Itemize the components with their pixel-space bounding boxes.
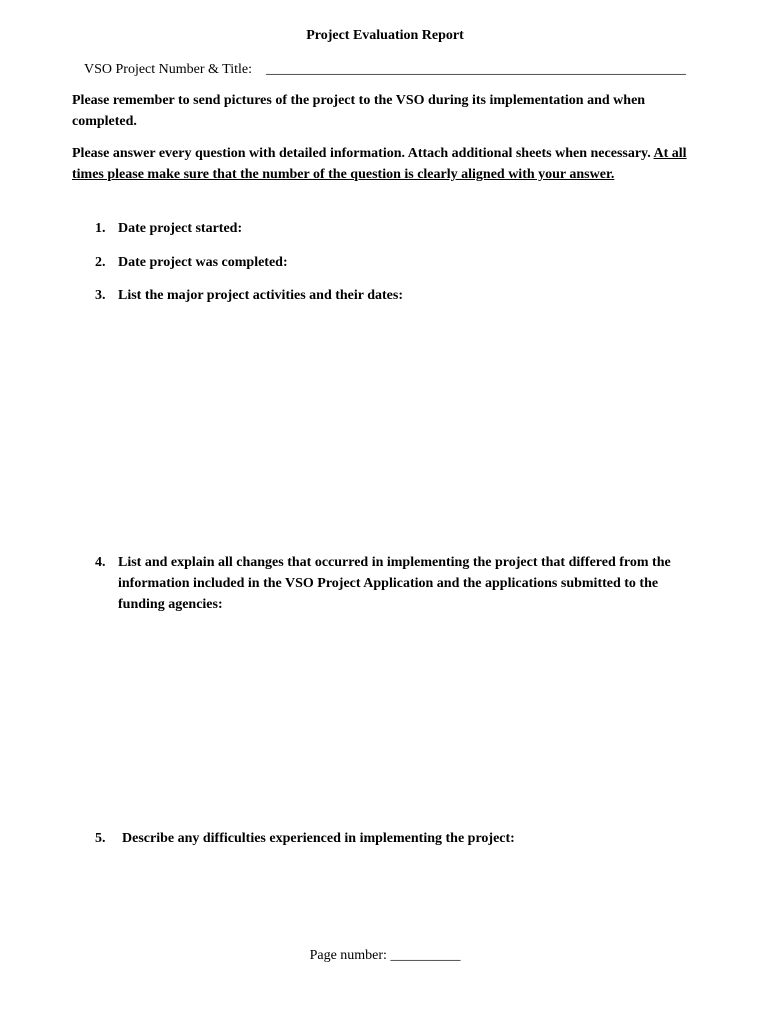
question-text: List and explain all changes that occurred in implementing the project that differed from the information included in the VSO Project Application and the applications submitted to the funding agencies: [118,555,671,612]
question-number: 2. [95,255,106,270]
page-number-footer [0,948,770,964]
question-number: 5. [95,831,106,846]
instruction-answers [72,143,698,185]
project-number-title-line [84,62,686,78]
question-text: Date project was completed: [118,255,288,270]
page-number-blank: __________ [390,948,461,963]
question-text: List the major project activities and their dates: [118,288,404,303]
instruction-pictures: Please remember to send pictures of the project to the VSO during its implementation and when completed. [72,93,646,129]
question-5 [95,828,700,849]
question-3 [95,285,700,306]
question-number: 1. [95,221,106,236]
question-4 [95,552,700,615]
instruction-answers-text: Please answer every question with detailed information. Attach additional sheets when necessary. [72,146,654,161]
question-number: 4. [95,555,106,570]
document-title: Project Evaluation Report [306,28,464,43]
question-number: 3. [95,288,106,303]
question-2 [95,252,700,273]
instruction-answers-underlined: At all times please make sure that the number of the question is clearly aligned with your answer. [72,146,687,182]
question-text: Describe any difficulties experienced in implementing the project: [122,831,515,846]
question-text: Date project started: [118,221,243,236]
question-1 [95,218,700,239]
page-number-label: Page number: [309,948,387,963]
project-number-title-blank: ____________________________________________________________ [266,62,687,77]
project-number-title-label: VSO Project Number & Title: [84,62,253,77]
